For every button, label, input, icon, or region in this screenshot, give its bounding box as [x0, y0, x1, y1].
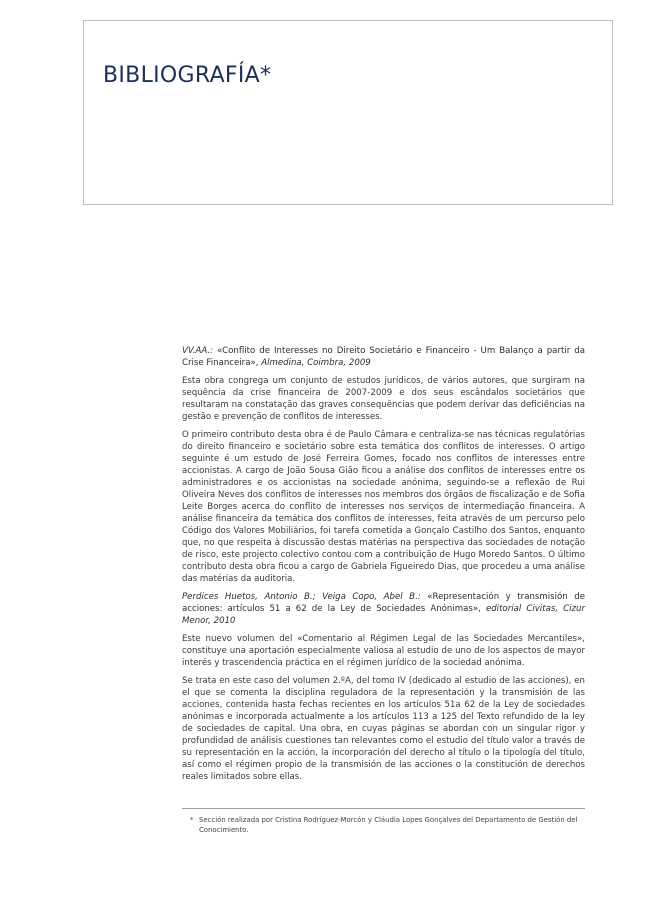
entry-citation — [182, 591, 585, 627]
entry-citation — [182, 345, 585, 369]
entry-publisher: editorial Civitas, Cizur Menor, 2010 — [182, 604, 585, 626]
entry-paragraph: O primeiro contributo desta obra é de Paulo Câmara e centraliza-se nas técnicas regulatórias do direito financeiro e societário sobre esta temática dos conflitos de interesses. O artigo seguinte é um estudo de José Ferreira Gomes, focado nos conflitos de interesses entre accionistas. A cargo de João Sousa Gião ficou a análise dos conflitos de interesses entre os administradores e os accionistas na sociedade anónima, seguindo-se a reflexão de Rui Oliveira Neves dos conflitos de interesses nos membros dos órgãos de fiscalização e de Sofia Leite Borges acerca do conflito de interesses nos serviços de intermediação financeira. A análise financeira da temática dos conflitos de interesses, feita através de um percurso pelo Código dos Valores Mobiliários, foi tarefa cometida a Gonçalo Castilho dos Santos, enquanto que, no que respeita à discussão destas matérias na perspectiva das sociedades de notação de risco, este projecto colectivo contou com a contribuição de Hugo Moredo Santos. O último contributo desta obra ficou a cargo de Gabriela Figueiredo Dias, que procedeu a uma análise das matérias da auditoria. — [182, 430, 585, 584]
bibliography-content — [182, 345, 585, 789]
entry-work-title: «Conflito de Interesses no Direito Societário e Financeiro - Um Balanço a partir da Crise Financeira», — [182, 346, 585, 368]
page-title: BIBLIOGRAFÍA* — [103, 63, 272, 88]
footnote-divider — [182, 808, 585, 809]
entry-paragraph: Esta obra congrega um conjunto de estudos jurídicos, de vários autores, que surgiram na sequência da crise financeira de 2007-2009 e dos seus escândalos societários que resultaram na constatação das graves consequências que podem derivar das deficiências na gestão e prevenção de conflitos de interesses. — [182, 376, 585, 422]
entry-paragraph: Este nuevo volumen del «Comentario al Régimen Legal de las Sociedades Mercantiles», constituye una aportación especialmente valiosa al estudio de uno de los aspectos de mayor interés y trascendencia práctica en el régimen jurídico de la sociedad anónima. — [182, 634, 585, 668]
bibliography-entry — [182, 591, 585, 783]
entry-work-title: «Representación y transmisión de acciones: artículos 51 a 62 de la Ley de Sociedades Anónimas», — [182, 592, 586, 614]
footnote-text: Sección realizada por Cristina Rodríguez-Morcón y Cláudia Lopes Gonçalves del Departamento de Gestión del Conocimiento. — [199, 816, 578, 834]
title-box — [83, 20, 613, 205]
entry-authors: VV.AA.: — [182, 346, 214, 356]
footnote-mark: * — [190, 816, 194, 824]
entry-authors: Perdices Huetos, Antonio B.; Veiga Copo, Abel B.: — [182, 592, 421, 602]
entry-publisher: Almedina, Coimbra, 2009 — [261, 358, 371, 368]
bibliography-entry — [182, 345, 585, 585]
footnote — [190, 815, 585, 835]
entry-paragraph: Se trata en este caso del volumen 2.ºA, del tomo IV (dedicado al estudio de las acciones), en el que se comenta la disciplina reguladora de la representación y la transmisión de las acciones, contenida hasta fechas recientes en los artículos 51a 62 de la Ley de sociedades anónimas e incorporada actualmente a los artículos 113 a 125 del Texto refundido de la ley de sociedades de capital. Una obra, en cuyas páginas se abordan con un singular rigor y profundidad de análisis cuestiones tan relevantes como el estudio del título valor a través de su representación en la acción, la incorporación del derecho al título o la tipología del título, así como el régimen propio de la transmisión de las acciones o la constitución de derechos reales limitados sobre ellas. — [182, 676, 585, 782]
